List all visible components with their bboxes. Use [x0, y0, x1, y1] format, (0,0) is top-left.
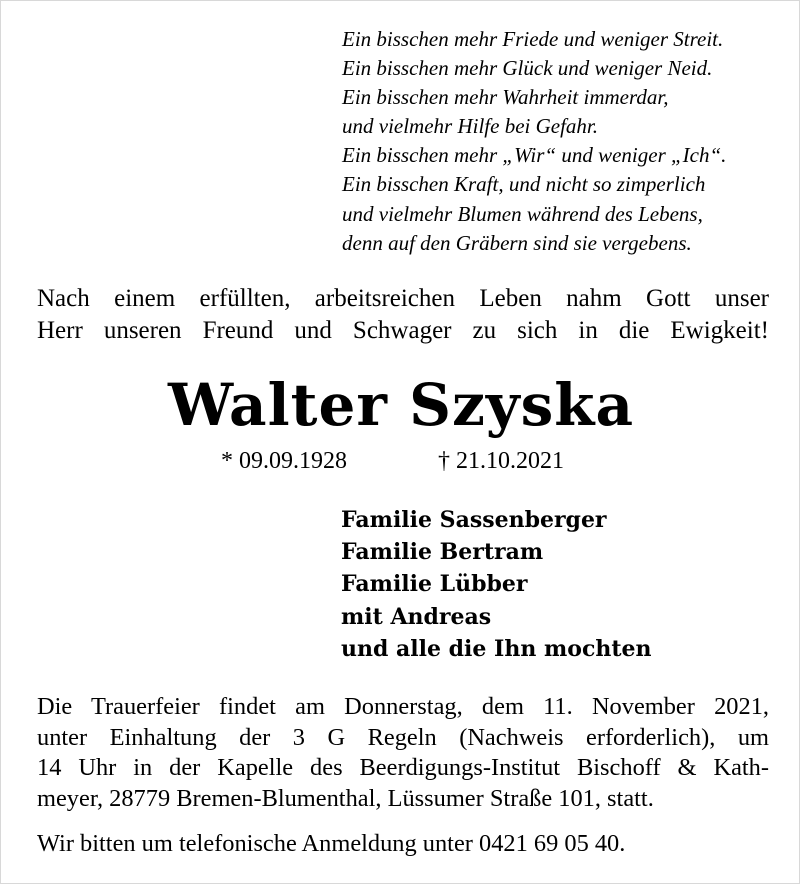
mourner-line: Familie Bertram: [341, 539, 544, 566]
intro-line: Herr unseren Freund und Schwager zu sich in die Ewigkeit!: [37, 317, 769, 344]
deceased-name: Walter Szyska: [167, 371, 635, 439]
poem: [342, 25, 782, 258]
funeral-line: meyer, 28779 Bremen-Blumenthal, Lüssumer Straße 101, statt.: [37, 784, 654, 812]
intro-text: [37, 283, 769, 347]
funeral-details: [37, 692, 769, 814]
mourner-line: Familie Sassenberger: [341, 507, 607, 533]
funeral-line: Die Trauerfeier findet am Donnerstag, dem 11. November 2021,: [37, 693, 769, 720]
poem-line: Ein bisschen mehr Friede und weniger Streit.: [342, 27, 724, 51]
mourner-line: Familie Lübber: [341, 571, 528, 598]
funeral-line: 14 Uhr in der Kapelle des Beerdigungs-Institut Bischoff & Kath-: [37, 754, 769, 781]
intro-line: Nach einem erfüllten, arbeitsreichen Leben nahm Gott unser: [37, 285, 769, 312]
mourner-line: mit Andreas: [341, 603, 492, 630]
poem-line: denn auf den Gräbern sind sie vergebens.: [342, 230, 692, 255]
birth-date: * 09.09.1928: [221, 448, 347, 474]
poem-line: Ein bisschen mehr Glück und weniger Neid.: [342, 56, 713, 81]
poem-line: Ein bisschen mehr Wahrheit immerdar,: [342, 85, 669, 110]
contact-note: Wir bitten um telefonische Anmeldung unter 0421 69 05 40.: [37, 830, 626, 857]
poem-line: und vielmehr Blumen während des Lebens,: [342, 201, 703, 226]
funeral-line: unter Einhaltung der 3 G Regeln (Nachweis erforderlich), um: [37, 723, 769, 751]
mourners-list: [341, 504, 652, 665]
poem-line: Ein bisschen mehr „Wir“ und weniger „Ich“.: [342, 143, 727, 168]
poem-line: und vielmehr Hilfe bei Gefahr.: [342, 114, 599, 139]
poem-line: Ein bisschen Kraft, und nicht so zimperlich: [342, 172, 706, 197]
mourner-line: und alle die Ihn mochten: [341, 635, 652, 662]
death-date: † 21.10.2021: [438, 448, 564, 474]
